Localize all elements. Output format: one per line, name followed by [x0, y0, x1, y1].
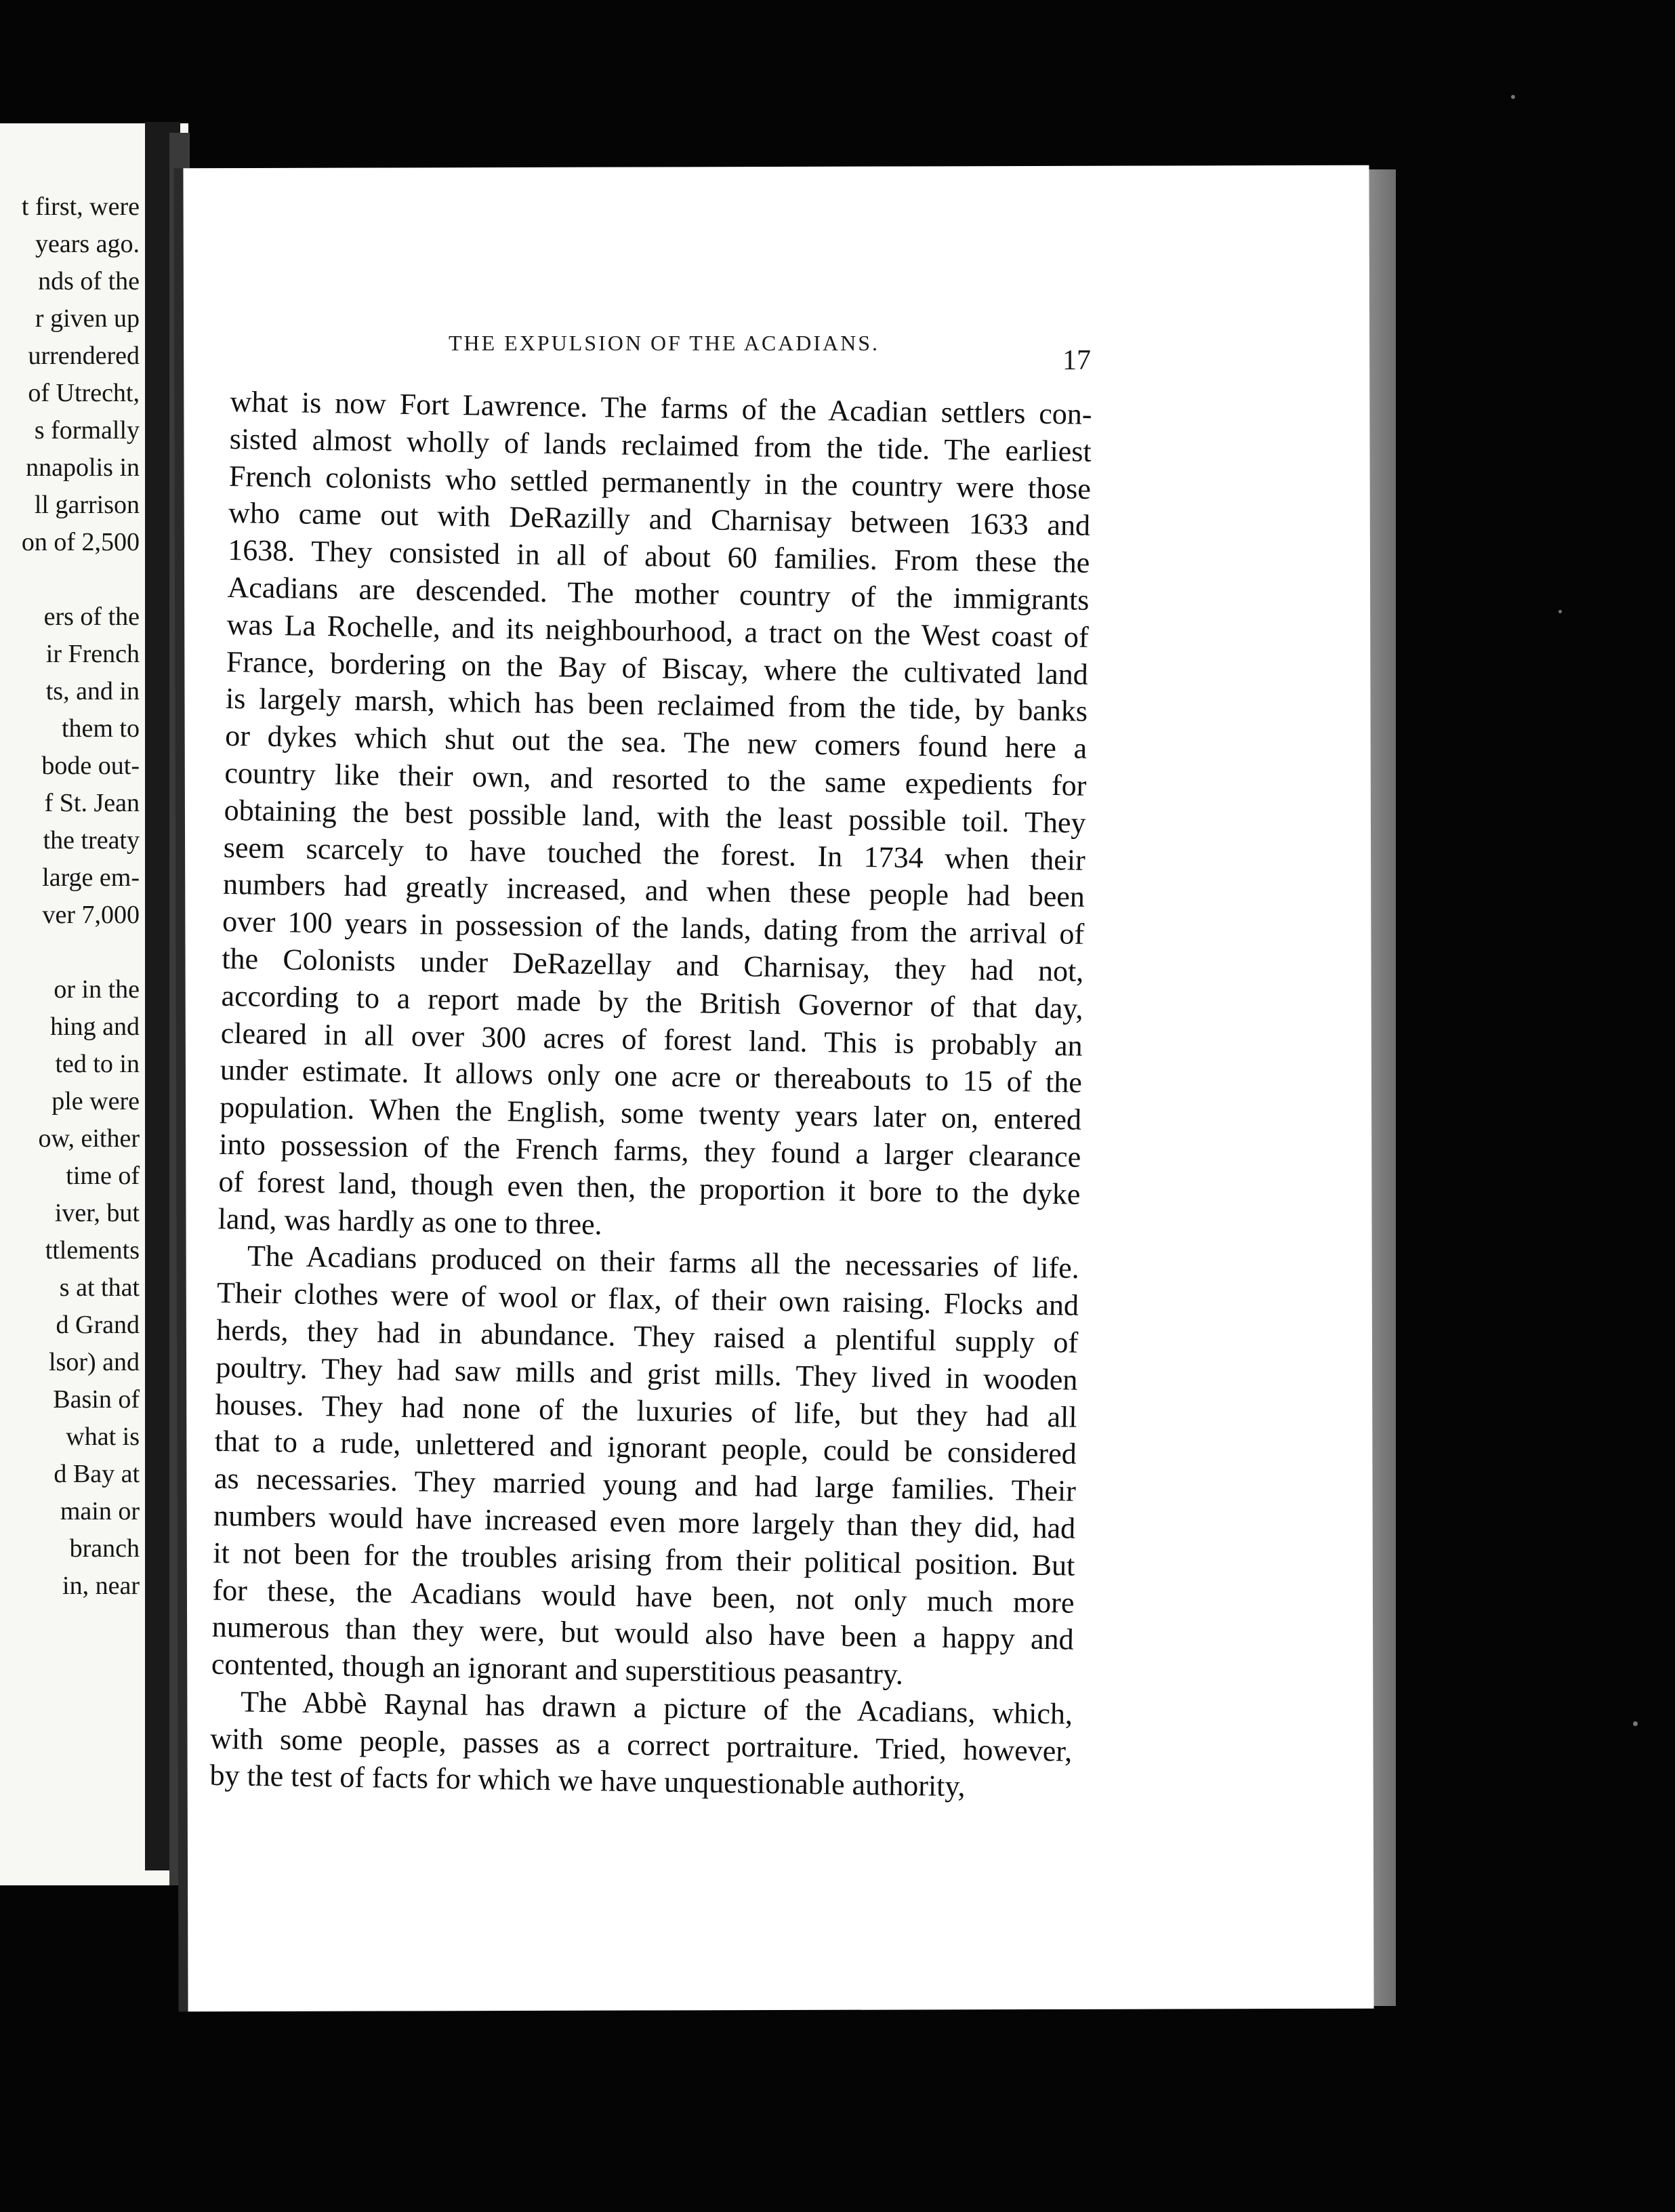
- text-line: country like their own, and resorted to the same expedients for: [224, 756, 1087, 802]
- left-page-line: lsor) and: [48, 1348, 140, 1376]
- running-head: THE EXPULSION OF THE ACADIANS.: [448, 331, 880, 355]
- left-page-line: main or: [60, 1497, 140, 1525]
- text-line: France, bordering on the Bay of Biscay, where the cultivated land: [226, 644, 1089, 691]
- left-page-line: nnapolis in: [26, 453, 140, 482]
- text-line: houses. They had none of the luxuries of life, but they had all: [215, 1387, 1077, 1434]
- left-page-line: nds of the: [38, 267, 140, 295]
- left-page-line: ers of the: [43, 602, 140, 631]
- left-page-line: ple were: [51, 1087, 140, 1115]
- left-page-line: d Grand: [56, 1311, 140, 1339]
- left-page-line: ttlements: [45, 1236, 140, 1265]
- left-page-line: large em-: [42, 863, 140, 892]
- text-line: it not been for the troubles arising from their political position. But: [213, 1536, 1075, 1582]
- left-page-line: ted to in: [55, 1050, 140, 1078]
- left-page-line: in, near: [62, 1572, 140, 1600]
- left-page-line: hing and: [50, 1012, 140, 1041]
- body-text: [209, 384, 1092, 1807]
- left-page-line: bode out-: [41, 752, 140, 780]
- paragraph: [211, 1237, 1080, 1696]
- text-line: The Acadians produced on their farms all the necessaries of life.: [247, 1239, 1080, 1286]
- page-number: 17: [1062, 345, 1091, 376]
- left-page-line: on of 2,500: [21, 528, 140, 556]
- text-line: numbers would have increased even more largely than they did, had: [213, 1498, 1076, 1545]
- text-line: under estimate. It allows only one acre or thereabouts to 15 of the: [220, 1053, 1083, 1100]
- left-page-line: ll garrison: [34, 491, 140, 519]
- paragraph: [218, 384, 1092, 1250]
- left-page-line: d Bay at: [54, 1460, 140, 1488]
- left-page-line: them to: [61, 714, 140, 743]
- text-line: poultry. They had saw mills and grist mills. They lived in wooden: [215, 1350, 1078, 1397]
- text-line: 1638. They consisted in all of about 60 families. From these the: [227, 533, 1090, 580]
- text-line: numerous than they were, but would also have been a happy and: [211, 1610, 1075, 1656]
- text-line: who came out with DeRazilly and Charnisay between 1633 and: [228, 496, 1091, 543]
- text-line: over 100 years in possession of the lands, dating from the arrival of: [222, 905, 1085, 951]
- text-line: sisted almost wholly of lands reclaimed from the tide. The earliest: [229, 422, 1092, 468]
- left-page-line: ow, either: [38, 1124, 140, 1153]
- left-page-line: years ago.: [35, 230, 140, 258]
- text-line: French colonists who settled permanently in the country were those: [228, 459, 1092, 506]
- text-line: for these, the Acadians would have been, not only much more: [212, 1573, 1075, 1620]
- text-line: obtaining the best possible land, with the least possible toil. They: [224, 793, 1086, 840]
- text-line: was La Rochelle, and its neighbourhood, a tract on the West coast of: [226, 607, 1089, 654]
- text-line: or dykes which shut out the sea. The new comers found here a: [224, 719, 1088, 765]
- left-page-line: s at that: [59, 1273, 140, 1302]
- left-page-line: the treaty: [43, 826, 140, 855]
- dust-speck: [1558, 610, 1562, 613]
- text-line: into possession of the French farms, they found a larger clearance: [218, 1127, 1081, 1174]
- text-line: contented, though an ignorant and superstitious peasantry.: [211, 1647, 904, 1692]
- text-line: The Abbè Raynal has drawn a picture of the Acadians, which,: [240, 1685, 1073, 1731]
- left-page-line: ver 7,000: [42, 901, 140, 929]
- left-page-line: s formally: [34, 416, 140, 445]
- left-page-line: ir French: [45, 640, 140, 668]
- text-line: according to a report made by the British Governor of that day,: [221, 979, 1083, 1025]
- left-page-line: urrendered: [28, 342, 140, 370]
- text-line: with some people, passes as a correct portraiture. Tried, however,: [209, 1721, 1073, 1768]
- text-line: as necessaries. They married young and had large families. Their: [213, 1461, 1077, 1508]
- left-page-line: what is: [66, 1422, 140, 1451]
- left-page-line: ts, and in: [45, 677, 140, 705]
- text-line: is largely marsh, which has been reclaimed from the tide, by banks: [225, 682, 1088, 729]
- left-page-line: branch: [69, 1534, 140, 1563]
- left-page-line: time of: [66, 1162, 140, 1190]
- text-line: Their clothes were of wool or flax, of their own raising. Flocks and: [216, 1275, 1079, 1322]
- left-page-line: or in the: [54, 975, 140, 1004]
- text-line: Acadians are descended. The mother country of the immigrants: [227, 570, 1090, 617]
- text-line: by the test of facts for which we have unquestionable authority,: [209, 1759, 966, 1803]
- text-line: the Colonists under DeRazellay and Charnisay, they had not,: [222, 941, 1084, 988]
- text-line: what is now Fort Lawrence. The farms of the Acadian settlers con-: [230, 384, 1092, 431]
- text-line: population. When the English, some twenty years later on, entered: [219, 1090, 1082, 1136]
- dust-speck: [1633, 1721, 1638, 1726]
- text-line: herds, they had in abundance. They raised a plentiful supply of: [215, 1313, 1079, 1359]
- text-line: that to a rude, unlettered and ignorant people, could be considered: [214, 1425, 1077, 1471]
- text-line: of forest land, though even then, the proportion it bore to the dyke: [218, 1164, 1081, 1211]
- dust-speck: [1511, 95, 1515, 99]
- left-page-line: of Utrecht,: [28, 379, 140, 407]
- text-line: numbers had greatly increased, and when these people had been: [222, 867, 1085, 914]
- text-line: seem scarcely to have touched the forest. In 1734 when their: [223, 830, 1086, 877]
- text-line: cleared in all over 300 acres of forest land. This is probably an: [220, 1016, 1083, 1063]
- left-page-line: t first, were: [21, 192, 140, 221]
- paragraph: [209, 1683, 1073, 1807]
- left-page-line: f St. Jean: [44, 789, 140, 817]
- text-line: land, was hardly as one to three.: [218, 1202, 602, 1241]
- left-page-line: r given up: [35, 304, 140, 333]
- left-page-line: iver, but: [54, 1199, 140, 1227]
- left-page-line: Basin of: [53, 1385, 140, 1414]
